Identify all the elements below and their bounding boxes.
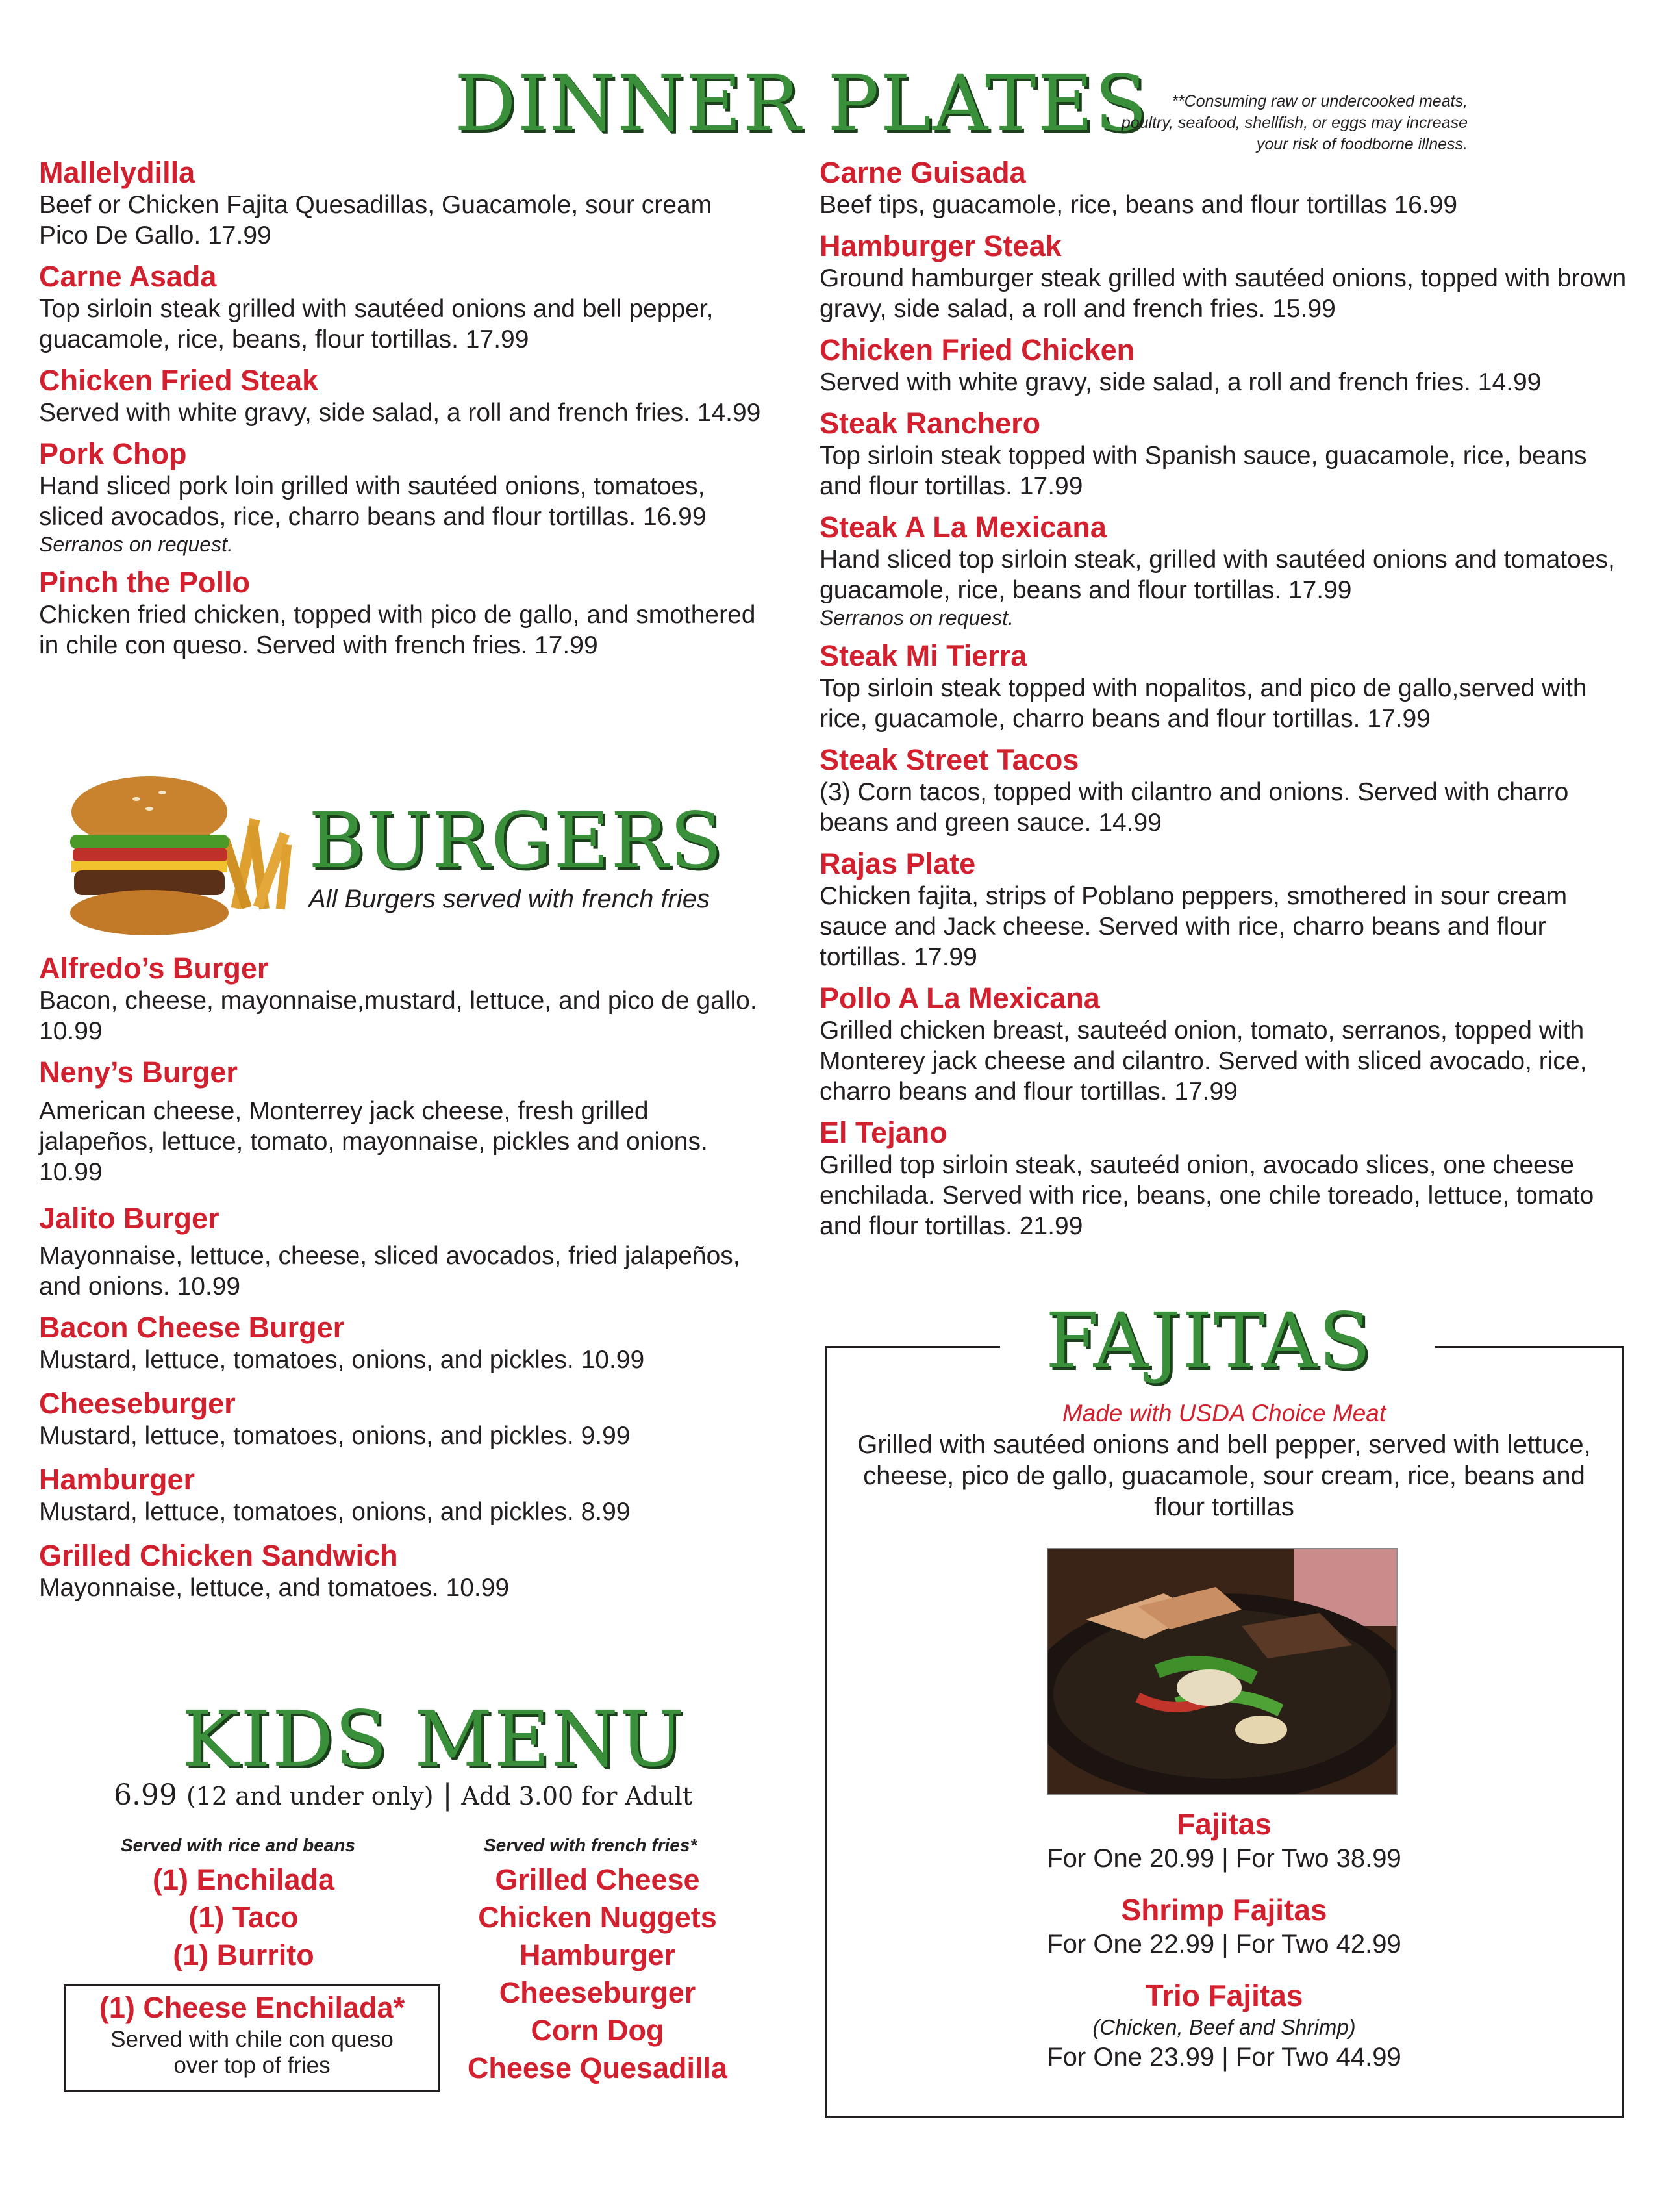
kids-item: (1) Enchilada <box>152 1863 335 1896</box>
item-name: Jalito Burger <box>39 1202 219 1235</box>
item-name: Neny’s Burger <box>39 1056 238 1089</box>
item-name: Steak A La Mexicana <box>820 511 1107 544</box>
item-desc: Grilled top sirloin steak, sauteéd onion, avocado slices, one cheese enchilada. Served with rice, beans, one chile toreado, lettuce, tomato and flour tortillas. 21.99 <box>820 1151 1594 1240</box>
item-desc: Chicken fajita, strips of Poblano peppers, smothered in sour cream sauce and Jack cheese. Served with rice, charro beans and flour tortillas. 17.99 <box>820 882 1568 971</box>
item-desc: Beef or Chicken Fajita Quesadillas, Guacamole, sour cream Pico De Gallo. 17.99 <box>39 191 712 249</box>
menu-item <box>39 566 766 661</box>
menu-item <box>820 229 1631 324</box>
item-name: Hamburger Steak <box>820 229 1062 262</box>
item-name: Pork Chop <box>39 437 187 470</box>
item-name: Chicken Fried Steak <box>39 364 319 397</box>
kids-item: Cheeseburger <box>499 1976 696 2009</box>
kids-item: (1) Burrito <box>173 1938 314 1971</box>
fajitas-description: Grilled with sautéed onions and bell pepper, served with lettuce, cheese, pico de gallo, guacamole, sour cream, rice, beans and flour tortillas <box>857 1430 1591 1521</box>
item-desc: Mustard, lettuce, tomatoes, onions, and pickles. 9.99 <box>39 1422 631 1450</box>
menu-item <box>820 511 1631 630</box>
menu-item <box>39 364 766 428</box>
item-desc: Hand sliced pork loin grilled with sautéed onions, tomatoes, sliced avocados, rice, charro beans and flour tortillas. 16.99 <box>39 472 707 531</box>
fajita-item-name: Shrimp Fajitas <box>1121 1893 1327 1927</box>
kids-left-heading: Served with rice and beans <box>121 1835 356 1855</box>
item-desc: Bacon, cheese, mayonnaise,mustard, lettuce, and pico de gallo. 10.99 <box>39 987 757 1045</box>
fajita-item-name: Fajitas <box>1177 1807 1272 1841</box>
fajita-item-note: (Chicken, Beef and Shrimp) <box>1092 2015 1356 2039</box>
menu-item <box>820 847 1631 972</box>
item-name: Rajas Plate <box>820 847 976 880</box>
item-name: Bacon Cheese Burger <box>39 1311 345 1344</box>
menu-item <box>39 1463 766 1527</box>
menu-item <box>820 156 1631 220</box>
item-name: Alfredo’s Burger <box>39 952 269 985</box>
menu-item <box>39 952 766 1046</box>
item-name: Carne Asada <box>39 260 217 293</box>
kids-price: 6.99 <box>114 1779 177 1812</box>
item-name: Pollo A La Mexicana <box>820 982 1100 1015</box>
burgers-subtitle: All Burgers served with french fries <box>308 885 710 913</box>
item-desc: Mustard, lettuce, tomatoes, onions, and pickles. 8.99 <box>39 1498 631 1526</box>
item-name: Steak Mi Tierra <box>820 639 1027 672</box>
item-name: Steak Ranchero <box>820 407 1041 440</box>
item-desc: Top sirloin steak topped with nopalitos, and pico de gallo,served with rice, guacamole, charro beans and flour tortillas. 17.99 <box>820 674 1587 733</box>
menu-item <box>820 639 1631 734</box>
kids-item: Hamburger <box>519 1938 676 1971</box>
item-desc: American cheese, Monterrey jack cheese, fresh grilled jalapeños, lettuce, tomato, mayonnaise, pickles and onions. 10.99 <box>39 1097 708 1186</box>
item-name: Pinch the Pollo <box>39 566 251 599</box>
kids-right-heading: Served with french fries* <box>484 1835 697 1855</box>
foodborne-warning: **Consuming raw or undercooked meats, poultry, seafood, shellfish, or eggs may increase your risk of foodborne illness. <box>1121 92 1468 153</box>
item-desc: Ground hamburger steak grilled with sautéed onions, topped with brown gravy, side salad, a roll and french fries. 15.99 <box>820 264 1627 323</box>
dinner-plates-title: DINNER PLATES <box>455 58 1149 148</box>
item-desc: Chicken fried chicken, topped with pico de gallo, and smothered in chile con queso. Served with french fries. 17.99 <box>39 601 756 659</box>
item-desc: Served with white gravy, side salad, a roll and french fries. 14.99 <box>820 368 1542 396</box>
kids-item: Corn Dog <box>531 2014 664 2047</box>
fries-icon <box>219 818 292 910</box>
item-name: Chicken Fried Chicken <box>820 333 1135 366</box>
kids-item: (1) Taco <box>188 1901 299 1934</box>
menu-item <box>820 1116 1631 1241</box>
item-name: Grilled Chicken Sandwich <box>39 1539 398 1572</box>
burgers-column <box>39 952 766 1603</box>
item-name: Mallelydilla <box>39 156 195 189</box>
kids-menu-title: KIDS MENU <box>182 1694 686 1784</box>
item-desc: Mayonnaise, lettuce, cheese, sliced avocados, fried jalapeños, and onions. 10.99 <box>39 1242 740 1300</box>
menu-item <box>39 1539 766 1603</box>
item-desc: Top sirloin steak topped with Spanish sauce, guacamole, rice, beans and flour tortillas. 17.99 <box>820 442 1587 500</box>
menu-item <box>39 260 766 355</box>
kids-price-line <box>114 1779 692 1812</box>
menu-item <box>39 437 766 557</box>
item-desc: Mayonnaise, lettuce, and tomatoes. 10.99 <box>39 1574 510 1602</box>
kids-item: Cheese Quesadilla <box>467 2051 728 2085</box>
menu-item <box>39 1311 766 1375</box>
kids-item: Chicken Nuggets <box>478 1901 717 1934</box>
kids-item: Grilled Cheese <box>495 1863 700 1896</box>
fajitas-title: FAJITAS <box>1046 1296 1373 1386</box>
item-desc: Top sirloin steak grilled with sautéed onions and bell pepper, guacamole, rice, beans, flour tortillas. 17.99 <box>39 295 714 353</box>
menu-item <box>39 156 766 251</box>
kids-box-name: (1) Cheese Enchilada* <box>99 1991 405 2024</box>
item-name: Carne Guisada <box>820 156 1026 189</box>
item-desc: Grilled chicken breast, sauteéd onion, tomato, serranos, topped with Monterey jack cheese and cilantro. Served with sliced avocado, rice, charro beans and flour tortillas. 17.99 <box>820 1017 1587 1106</box>
burger-image <box>52 773 305 942</box>
item-note: Serranos on request. <box>39 533 233 556</box>
item-desc: Mustard, lettuce, tomatoes, onions, and pickles. 10.99 <box>39 1346 645 1374</box>
menu-item <box>39 1202 766 1302</box>
item-note: Serranos on request. <box>820 606 1014 629</box>
fajitas-prices <box>838 1806 1611 2073</box>
dinner-left-column <box>39 156 766 661</box>
kids-left-list <box>117 1861 370 1974</box>
fajitas-photo <box>1047 1548 1398 1795</box>
fajita-item-price: For One 20.99 | For Two 38.99 <box>1047 1844 1401 1873</box>
item-name: Steak Street Tacos <box>820 743 1079 776</box>
menu-item <box>820 333 1631 398</box>
menu-item <box>820 743 1631 838</box>
fajita-item-price: For One 23.99 | For Two 44.99 <box>1047 2043 1401 2072</box>
fajitas-tagline: Made with USDA Choice Meat <box>1062 1400 1386 1426</box>
menu-item <box>39 1056 766 1187</box>
item-name: El Tejano <box>820 1116 947 1149</box>
menu-item <box>820 407 1631 501</box>
kids-adult-note: Add 3.00 for Adult <box>461 1782 693 1810</box>
fajita-item-name: Trio Fajitas <box>1145 1979 1303 2012</box>
item-desc: (3) Corn tacos, topped with cilantro and onions. Served with charro beans and green sauce. 14.99 <box>820 778 1569 837</box>
kids-box-desc: Served with chile con queso over top of fries <box>110 2027 394 2078</box>
kids-separator: | <box>442 1779 453 1812</box>
item-desc: Served with white gravy, side salad, a roll and french fries. 14.99 <box>39 399 761 427</box>
dinner-right-column <box>820 156 1631 1241</box>
kids-cheese-enchilada-box <box>64 1984 440 2092</box>
item-name: Hamburger <box>39 1463 195 1496</box>
menu-item <box>39 1387 766 1451</box>
burgers-title: BURGERS <box>308 796 724 885</box>
item-desc: Beef tips, guacamole, rice, beans and flour tortillas 16.99 <box>820 191 1458 219</box>
kids-price-note: (12 and under only) <box>186 1782 434 1810</box>
menu-item <box>820 982 1631 1107</box>
kids-right-list <box>448 1861 747 2087</box>
fajita-item-price: For One 22.99 | For Two 42.99 <box>1047 1930 1401 1958</box>
item-desc: Hand sliced top sirloin steak, grilled with sautéed onions and tomatoes, guacamole, rice, beans and flour tortillas. 17.99 <box>820 546 1615 604</box>
item-name: Cheeseburger <box>39 1387 236 1420</box>
